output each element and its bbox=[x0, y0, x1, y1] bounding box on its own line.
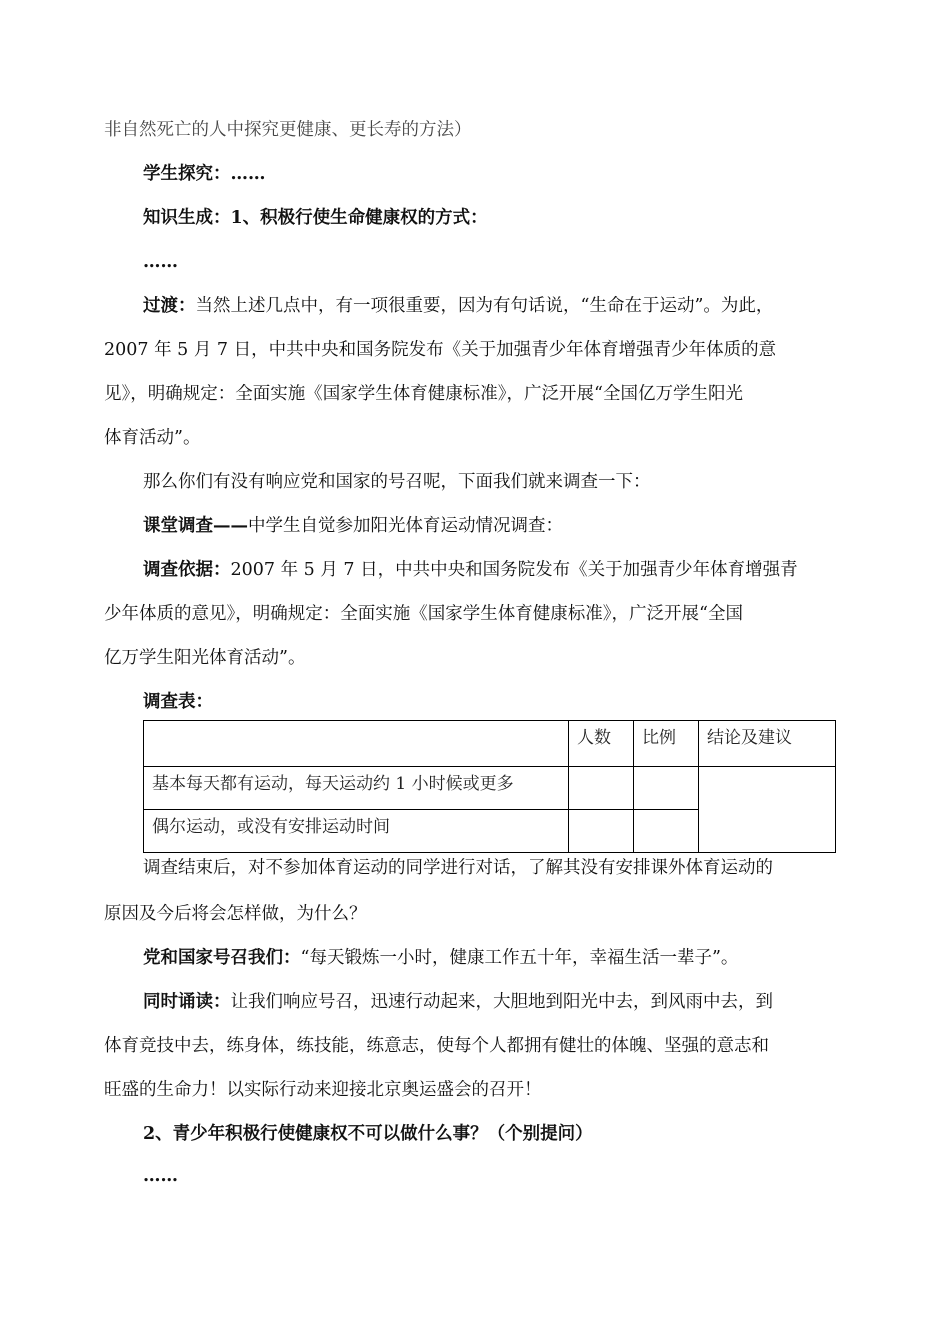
paragraph-line: 2007 年 5 月 7 日，中共中央和国务院发布《关于加强青少年体育增强青少年体质的意 bbox=[104, 340, 777, 360]
paragraph-label: 课堂调查—— bbox=[143, 516, 248, 536]
table-header-row bbox=[144, 721, 836, 767]
table-cell bbox=[634, 767, 699, 810]
paragraph-label: 同时诵读： bbox=[143, 992, 231, 1012]
paragraph-line: 非自然死亡的人中探究更健康、更长寿的方法） bbox=[104, 120, 472, 140]
table-cell bbox=[634, 810, 699, 853]
table-cell: 偶尔运动，或没有安排运动时间 bbox=[144, 810, 569, 853]
paragraph-line bbox=[143, 558, 849, 582]
ellipsis: …… bbox=[143, 252, 178, 272]
paragraph-text: 中学生自觉参加阳光体育运动情况调查： bbox=[248, 516, 563, 536]
table-header-cell: 人数 bbox=[569, 721, 634, 767]
ellipsis: …… bbox=[143, 1166, 178, 1186]
paragraph-text: 让我们响应号召，迅速行动起来，大胆地到阳光中去，到风雨中去，到 bbox=[230, 992, 773, 1012]
table-cell: 基本每天都有运动，每天运动约 1 小时候或更多 bbox=[144, 767, 569, 810]
paragraph-line: 少年体质的意见》，明确规定：全面实施《国家学生体育健康标准》，广泛开展“全国 bbox=[104, 604, 743, 624]
survey-table bbox=[143, 720, 836, 853]
paragraph-line: 调查结束后，对不参加体育运动的同学进行对话，了解其没有安排课外体育运动的 bbox=[143, 858, 773, 878]
table-cell bbox=[699, 767, 836, 853]
paragraph-text: 2007 年 5 月 7 日，中共中央和国务院发布《关于加强青少年体育增强青 bbox=[230, 560, 798, 580]
paragraph-line bbox=[143, 946, 849, 970]
paragraph-line: 那么你们有没有响应党和国家的号召呢，下面我们就来调查一下： bbox=[143, 472, 651, 492]
table-header-cell: 结论及建议 bbox=[699, 721, 836, 767]
paragraph-line: 体育竞技中去，练身体，练技能，练意志，使每个人都拥有健壮的体魄、坚强的意志和 bbox=[104, 1036, 769, 1056]
section-heading: 学生探究：…… bbox=[143, 164, 266, 184]
table-header-cell bbox=[144, 721, 569, 767]
table-row bbox=[144, 767, 836, 810]
paragraph-label: 过渡： bbox=[143, 296, 196, 316]
paragraph-line bbox=[143, 514, 849, 538]
paragraph-label: 调查依据： bbox=[143, 560, 231, 580]
section-heading: 调查表： bbox=[143, 692, 213, 712]
section-heading: 2、青少年积极行使健康权不可以做什么事？（个别提问） bbox=[143, 1124, 593, 1144]
paragraph-text: “每天锻炼一小时，健康工作五十年，幸福生活一辈子”。 bbox=[300, 948, 739, 968]
paragraph-label: 党和国家号召我们： bbox=[143, 948, 301, 968]
paragraph-text: 当然上述几点中，有一项很重要，因为有句话说，“生命在于运动”。为此， bbox=[195, 296, 774, 316]
table-cell bbox=[569, 810, 634, 853]
paragraph-line: 原因及今后将会怎样做，为什么？ bbox=[104, 904, 367, 924]
paragraph-line bbox=[143, 294, 849, 318]
paragraph-line: 见》，明确规定：全面实施《国家学生体育健康标准》，广泛开展“全国亿万学生阳光 bbox=[104, 384, 743, 404]
table-header-cell: 比例 bbox=[634, 721, 699, 767]
section-heading: 知识生成：1、积极行使生命健康权的方式： bbox=[143, 208, 488, 228]
paragraph-line: 旺盛的生命力！以实际行动来迎接北京奥运盛会的召开！ bbox=[104, 1080, 542, 1100]
paragraph-line: 体育活动”。 bbox=[104, 428, 201, 448]
paragraph-line bbox=[143, 990, 849, 1014]
paragraph-line: 亿万学生阳光体育活动”。 bbox=[104, 648, 306, 668]
table-cell bbox=[569, 767, 634, 810]
